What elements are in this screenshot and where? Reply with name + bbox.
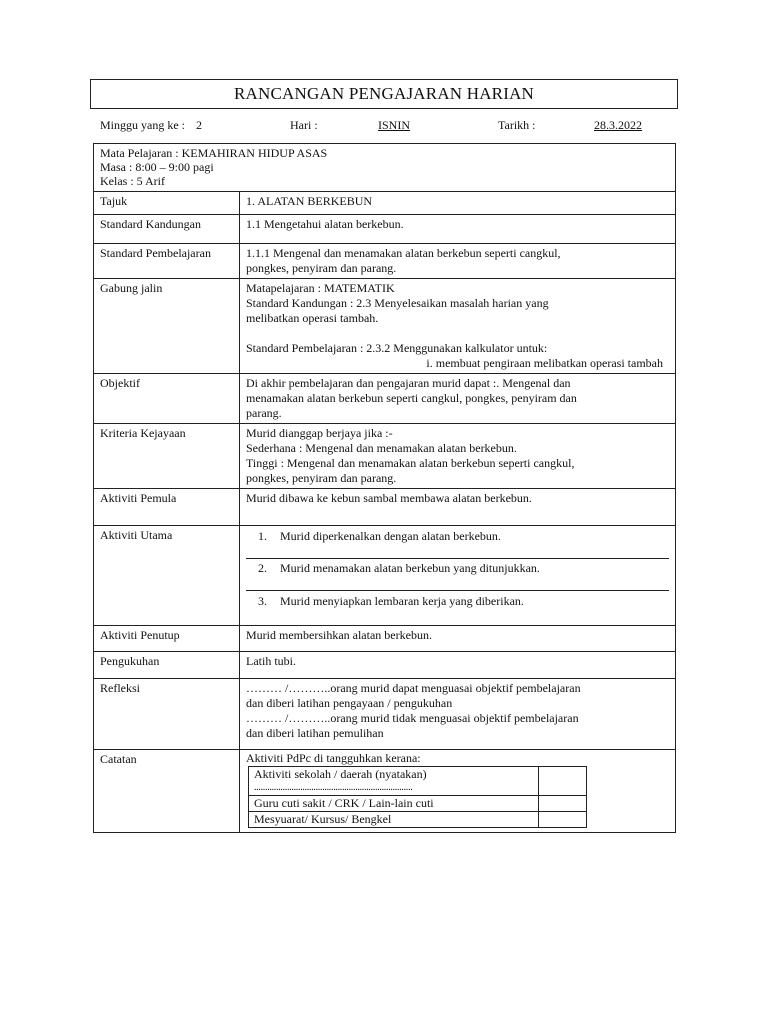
gabung-jalin-line5: i. membuat pengiraan melibatkan operasi tambah [426,356,663,370]
hari-value: ISNIN [378,118,410,132]
reason-dotted-line: ........................................................................ [254,782,413,793]
refleksi-line4: dan diberi latihan pemulihan [246,726,384,740]
kelas: Kelas : 5 Arif [100,174,165,188]
reason-text: Mesyuarat/ Kursus/ Bengkel [249,812,539,828]
reason-checkbox[interactable] [539,812,587,828]
minggu-value: 2 [196,118,202,132]
item-number: 2. [258,561,267,575]
item-number: 1. [258,529,267,543]
kriteria-line3: Tinggi : Mengenal dan menamakan alatan berkebun seperti cangkul, [246,456,575,470]
standard-pembelajaran-line1: 1.1.1 Mengenal dan menamakan alatan berkebun seperti cangkul, [246,246,561,260]
aktiviti-utama-label: Aktiviti Utama [94,526,240,626]
standard-kandungan-label: Standard Kandungan [94,215,240,244]
gabung-jalin-label: Gabung jalin [94,279,240,374]
row-kriteria [94,424,676,489]
row-aktiviti-utama [94,526,676,626]
reason-checkbox[interactable] [539,767,587,796]
minggu-label: Minggu yang ke : [100,118,185,132]
gabung-jalin-line4: Standard Pembelajaran : 2.3.2 Menggunakan kalkulator untuk: [246,341,548,355]
aktiviti-utama-item [246,528,669,559]
item-number: 3. [258,594,267,608]
tajuk-value: 1. ALATAN BERKEBUN [240,192,676,215]
reason-checkbox[interactable] [539,796,587,812]
standard-pembelajaran-line2: pongkes, penyiram dan parang. [246,261,397,275]
aktiviti-pemula-label: Aktiviti Pemula [94,489,240,526]
objektif-line2: menamakan alatan berkebun seperti cangkul, pongkes, penyiram dan [246,391,577,405]
item-text: Murid menamakan alatan berkebun yang ditunjukkan. [280,561,540,575]
refleksi-line3: ……… /………..orang murid tidak menguasai objektif pembelajaran [246,711,579,725]
row-pengukuhan [94,652,676,679]
item-text: Murid menyiapkan lembaran kerja yang diberikan. [280,594,524,608]
gabung-jalin-line2: Standard Kandungan : 2.3 Menyelesaikan masalah harian yang [246,296,549,310]
row-objektif [94,374,676,424]
kriteria-label: Kriteria Kejayaan [94,424,240,489]
aktiviti-penutup-value: Murid membersihkan alatan berkebun. [240,626,676,652]
tajuk-label: Tajuk [94,192,240,215]
aktiviti-pemula-value: Murid dibawa ke kebun sambal membawa alatan berkebun. [240,489,676,526]
page-title: RANCANGAN PENGAJARAN HARIAN [90,79,678,109]
row-gabung-jalin [94,279,676,374]
hari-label: Hari : [290,118,318,132]
refleksi-line1: ……… /………..orang murid dapat menguasai objektif pembelajaran [246,681,581,695]
catatan-intro: Aktiviti PdPc di tangguhkan kerana: [246,751,421,765]
gabung-jalin-line1: Matapelajaran : MATEMATIK [246,281,395,295]
reason-row [249,767,587,796]
tarikh-value: 28.3.2022 [594,118,642,132]
kriteria-line1: Murid dianggap berjaya jika :- [246,426,393,440]
mata-pelajaran: Mata Pelajaran : KEMAHIRAN HIDUP ASAS [100,146,328,160]
row-standard-kandungan [94,215,676,244]
kriteria-line4: pongkes, penyiram dan parang. [246,471,397,485]
lesson-plan-table [93,143,676,833]
objektif-line1: Di akhir pembelajaran dan pengajaran murid dapat :. Mengenal dan [246,376,571,390]
masa: Masa : 8:00 – 9:00 pagi [100,160,214,174]
refleksi-label: Refleksi [94,679,240,750]
item-text: Murid diperkenalkan dengan alatan berkebun. [280,529,501,543]
pengukuhan-label: Pengukuhan [94,652,240,679]
postpone-reasons-table [248,766,587,828]
standard-kandungan-value: 1.1 Mengetahui alatan berkebun. [240,215,676,244]
row-refleksi [94,679,676,750]
row-standard-pembelajaran [94,244,676,279]
refleksi-line2: dan diberi latihan pengayaan / pengukuhan [246,696,453,710]
reason-text: Guru cuti sakit / CRK / Lain-lain cuti [249,796,539,812]
aktiviti-penutup-label: Aktiviti Penutup [94,626,240,652]
reason-text: Aktiviti sekolah / daerah (nyatakan) [254,767,427,781]
info-row [94,144,676,192]
tarikh-label: Tarikh : [498,118,536,132]
objektif-line3: parang. [246,406,282,420]
reason-row [249,796,587,812]
row-aktiviti-penutup [94,626,676,652]
aktiviti-utama-item [246,559,669,591]
kriteria-line2: Sederhana : Mengenal dan menamakan alatan berkebun. [246,441,517,455]
row-tajuk [94,192,676,215]
row-aktiviti-pemula [94,489,676,526]
aktiviti-utama-item [246,591,669,623]
standard-pembelajaran-label: Standard Pembelajaran [94,244,240,279]
objektif-label: Objektif [94,374,240,424]
gabung-jalin-line3: melibatkan operasi tambah. [246,311,379,325]
pengukuhan-value: Latih tubi. [240,652,676,679]
catatan-label: Catatan [94,750,240,833]
row-catatan [94,750,676,833]
reason-row [249,812,587,828]
